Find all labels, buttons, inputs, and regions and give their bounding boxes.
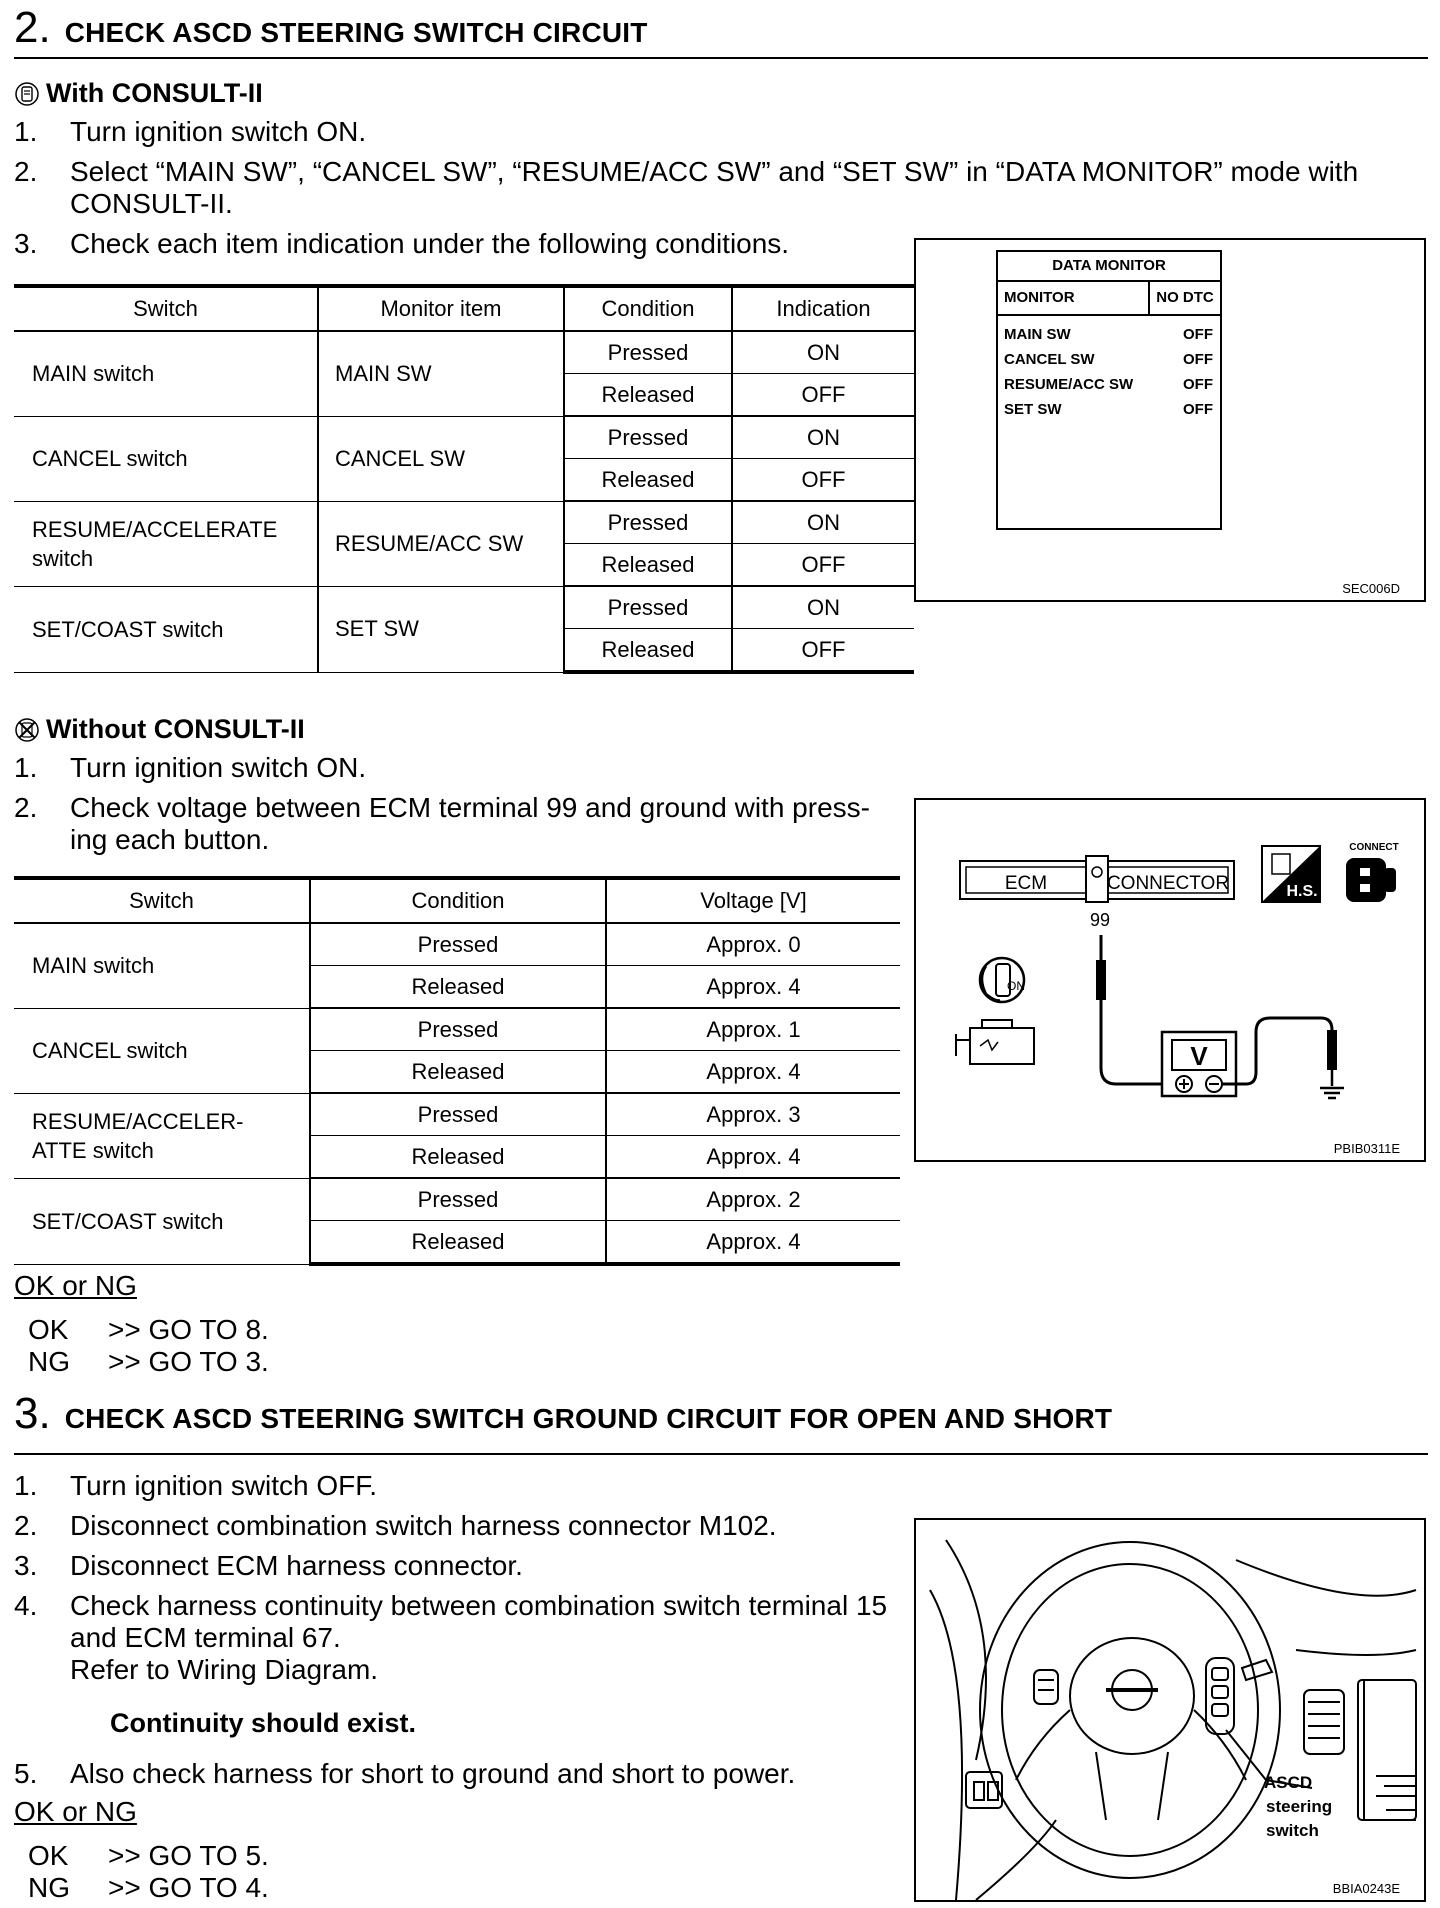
list-item: 2. Select “MAIN SW”, “CANCEL SW”, “RESUME/ACC SW” and “SET SW” in “DATA MONITOR” mode with CONSULT-II. [14, 156, 1359, 219]
list-item: 1. Turn ignition switch ON. [14, 752, 367, 783]
table-header: Indication [732, 286, 914, 331]
continuity-note: Continuity should exist. [110, 1708, 417, 1738]
list-item: 2. Check voltage between ECM terminal 99 and ground with press-ing each button. [14, 792, 870, 855]
step-3-step-5 [14, 1758, 904, 1798]
table-header: Condition [564, 286, 732, 331]
steering-wheel-drawing [916, 1520, 1424, 1900]
list-item: 1. Turn ignition switch ON. [14, 116, 367, 147]
ecm-label: ECM [1004, 873, 1048, 894]
with-consult-heading [14, 78, 263, 109]
list-item: 5. Also check harness for short to ground and short to power. [14, 1758, 796, 1789]
table-row: CANCEL switch CANCEL SW Pressed ON [14, 416, 914, 459]
table-row: SET/COAST switch SET SW Pressed ON [14, 586, 914, 629]
go-to-link[interactable]: >> GO TO 4. [108, 1872, 269, 1903]
table-row: CANCEL switch Pressed Approx. 1 [14, 1008, 900, 1051]
connect-icon [1346, 842, 1399, 902]
without-consult-label: Without CONSULT-II [46, 714, 305, 744]
table-header: Switch [14, 286, 318, 331]
list-item: 2. Disconnect combination switch harness connector M102. [14, 1510, 777, 1541]
table-row: MAIN switch MAIN SW Pressed ON [14, 331, 914, 374]
ascd-label-3: switch [1266, 1821, 1319, 1840]
svg-text:ON: ON [1007, 979, 1025, 993]
step-3-heading [14, 1389, 1113, 1438]
divider [14, 57, 1428, 59]
ground-icon [1320, 1088, 1344, 1098]
list-item: SET SW OFF [1004, 401, 1213, 418]
go-to-link[interactable]: >> GO TO 5. [108, 1840, 269, 1871]
list-item: 3. Check each item indication under the following conditions. [14, 228, 790, 259]
consult-monitor-table [14, 284, 914, 674]
table-row: RESUME/ACCELER-ATTE switch Pressed Approx. 3 [14, 1093, 900, 1136]
table-row: Released Approx. 4 [14, 1051, 900, 1094]
list-item: CANCEL SW OFF [1004, 351, 1213, 368]
ng-result: NG >> GO TO 3. [28, 1346, 269, 1377]
voltage-diagram [916, 800, 1424, 1160]
step-title: CHECK ASCD STEERING SWITCH GROUND CIRCUIT FOR OPEN AND SHORT [64, 1403, 1113, 1434]
table-row: Released Approx. 4 [14, 966, 900, 1009]
step-number: 2. [14, 3, 51, 52]
list-item: RESUME/ACC SW OFF [1004, 376, 1213, 393]
step-title: CHECK ASCD STEERING SWITCH CIRCUIT [64, 17, 648, 48]
figure-code: SEC006D [1342, 581, 1400, 596]
wiring-diagram-reference: Refer to Wiring Diagram. [70, 1654, 379, 1685]
ascd-label-2: steering [1266, 1797, 1333, 1816]
svg-text:CONNECT: CONNECT [1349, 842, 1399, 853]
table-row: MAIN switch Pressed Approx. 0 [14, 923, 900, 966]
data-monitor-title: DATA MONITOR [998, 252, 1220, 282]
table-header: Monitor item [318, 286, 564, 331]
ng-result: NG >> GO TO 4. [28, 1872, 269, 1903]
go-to-link[interactable]: >> GO TO 8. [108, 1314, 269, 1345]
without-consult-steps [14, 752, 904, 864]
probe-positive [1096, 935, 1166, 1084]
with-consult-label: With CONSULT-II [46, 78, 263, 108]
data-monitor-rows [998, 316, 1220, 426]
table-header: Condition [310, 878, 606, 923]
voltmeter-icon [1162, 1032, 1236, 1096]
hs-icon [1262, 846, 1320, 902]
list-item: 1. Turn ignition switch OFF. [14, 1470, 378, 1501]
engine-icon [956, 1020, 1034, 1064]
table-row: Released Approx. 4 [14, 1136, 900, 1179]
divider [14, 1453, 1428, 1455]
connector-label: CONNECTOR [1106, 873, 1230, 894]
data-monitor-figure [914, 238, 1426, 602]
list-item: 3. Disconnect ECM harness connector. [14, 1550, 523, 1581]
table-header: Voltage [V] [606, 878, 900, 923]
ok-ng-label: OK or NG [14, 1270, 137, 1301]
table-row: RESUME/ACCELERATE switch RESUME/ACC SW Pressed ON [14, 501, 914, 544]
step-2-heading [14, 3, 648, 52]
no-consult-icon [14, 717, 40, 743]
consult-icon [14, 81, 40, 107]
go-to-link[interactable]: >> GO TO 3. [108, 1346, 269, 1377]
list-item: MAIN SW OFF [1004, 326, 1213, 343]
table-row: Released OFF [14, 374, 914, 417]
figure-code: BBIA0243E [1332, 1881, 1400, 1896]
terminal-label: 99 [1089, 910, 1111, 930]
table-header: Switch [14, 878, 310, 923]
step-3-steps [14, 1470, 904, 1694]
list-item [14, 1654, 904, 1686]
table-row: SET/COAST switch Pressed Approx. 2 [14, 1178, 900, 1221]
voltage-table [14, 876, 900, 1266]
list-item: 4. Check harness continuity between combination switch terminal 15 and ECM terminal 67. [14, 1590, 888, 1653]
ok-result: OK >> GO TO 5. [28, 1840, 269, 1871]
figure-code: PBIB0311E [1333, 1141, 1400, 1156]
step-number: 3. [14, 1389, 51, 1438]
table-row: Released OFF [14, 459, 914, 502]
steering-switch-figure [914, 1518, 1426, 1902]
svg-text:H.S.: H.S. [1286, 883, 1318, 900]
table-row: Released Approx. 4 [14, 1221, 900, 1265]
probe-negative [1222, 1018, 1337, 1086]
ok-ng-label: OK or NG [14, 1796, 137, 1827]
voltage-measurement-figure [914, 798, 1426, 1162]
without-consult-heading [14, 714, 305, 745]
data-monitor-screen [996, 250, 1222, 530]
table-row: Released OFF [14, 544, 914, 587]
ok-result: OK >> GO TO 8. [28, 1314, 269, 1345]
ignition-key-icon [980, 958, 1025, 1002]
svg-text:V: V [1190, 1041, 1208, 1071]
data-monitor-header: MONITOR NO DTC [998, 282, 1220, 316]
table-row: Released OFF [14, 629, 914, 673]
ascd-label-1: ASCD [1264, 1773, 1313, 1792]
